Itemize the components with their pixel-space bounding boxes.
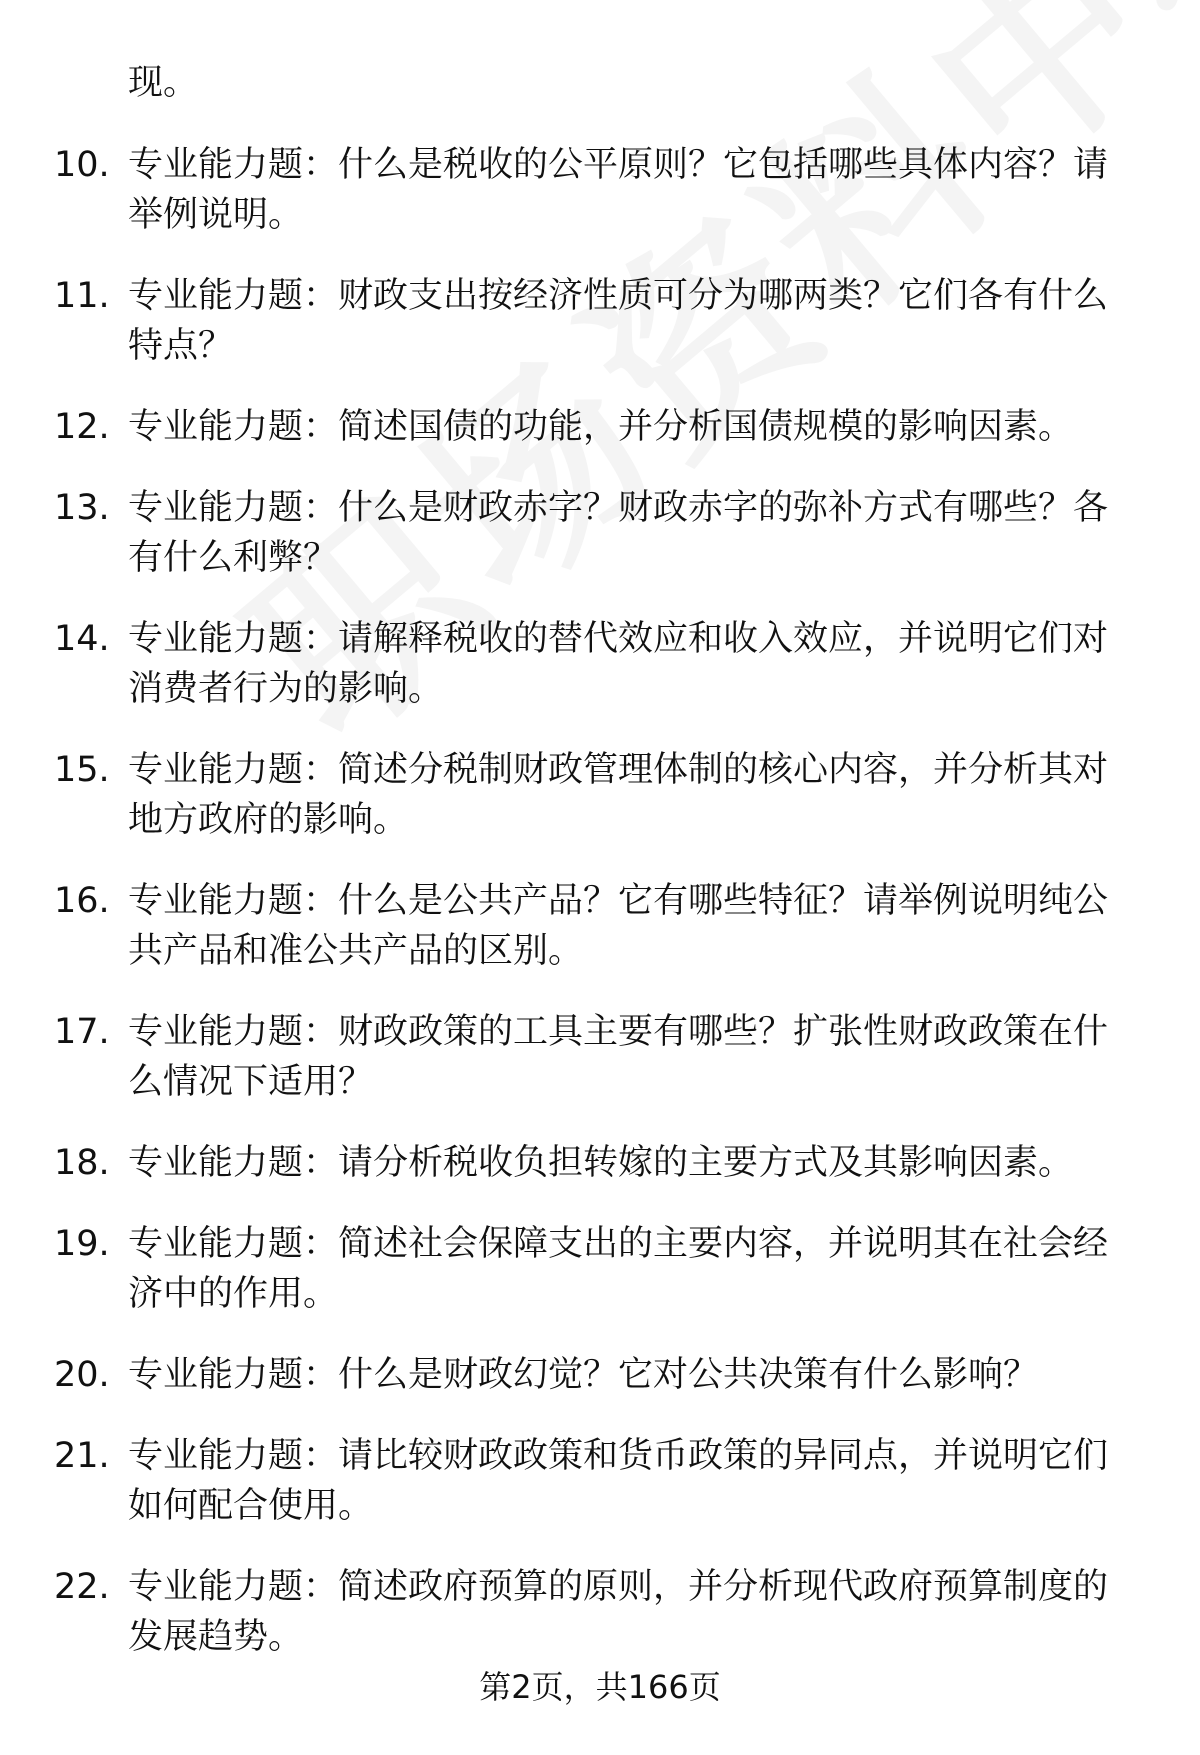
question-list <box>0 140 1200 1693</box>
item-text: 专业能力题：简述政府预算的原则，并分析现代政府预算制度的发展趋势。 <box>128 1567 1109 1657</box>
item-text: 专业能力题：什么是财政赤字？财政赤字的弥补方式有哪些？各有什么利弊？ <box>128 488 1109 578</box>
item-number: 11. <box>54 276 110 316</box>
item-number: 12. <box>54 407 110 447</box>
list-item-19 <box>0 1219 1200 1319</box>
page-footer: 第2页，共166页 <box>479 1668 721 1706</box>
item-text: 专业能力题：简述国债的功能，并分析国债规模的影响因素。 <box>128 407 1074 447</box>
continuation-text: 现。 <box>128 63 199 103</box>
list-item-14 <box>0 614 1200 714</box>
item-text: 专业能力题：什么是税收的公平原则？它包括哪些具体内容？请举例说明。 <box>128 145 1109 235</box>
item-number: 16. <box>54 881 110 921</box>
item-number: 15. <box>54 750 110 790</box>
item-number: 10. <box>54 145 110 185</box>
item-text: 专业能力题：请分析税收负担转嫁的主要方式及其影响因素。 <box>128 1143 1074 1183</box>
list-item-12 <box>0 402 1200 452</box>
item-text: 专业能力题：财政政策的工具主要有哪些？扩张性财政政策在什么情况下适用？ <box>128 1012 1109 1102</box>
item-text: 专业能力题：什么是财政幻觉？它对公共决策有什么影响？ <box>128 1355 1039 1395</box>
list-item-11 <box>0 271 1200 371</box>
item-number: 20. <box>54 1355 110 1395</box>
item-number: 17. <box>54 1012 110 1052</box>
item-number: 13. <box>54 488 110 528</box>
item-number: 14. <box>54 619 110 659</box>
item-text: 专业能力题：什么是公共产品？它有哪些特征？请举例说明纯公共产品和准公共产品的区别。 <box>128 881 1109 971</box>
item-text: 专业能力题：请解释税收的替代效应和收入效应，并说明它们对消费者行为的影响。 <box>128 619 1109 709</box>
item-text: 专业能力题：财政支出按经济性质可分为哪两类？它们各有什么特点？ <box>128 276 1109 366</box>
item-number: 18. <box>54 1143 110 1183</box>
list-item-21 <box>0 1431 1200 1531</box>
item-number: 22. <box>54 1567 110 1607</box>
item-text: 专业能力题：简述社会保障支出的主要内容，并说明其在社会经济中的作用。 <box>128 1224 1109 1314</box>
list-item-10 <box>0 140 1200 240</box>
list-item-20 <box>0 1350 1200 1400</box>
item-text: 专业能力题：简述分税制财政管理体制的核心内容，并分析其对地方政府的影响。 <box>128 750 1109 840</box>
list-item-22 <box>0 1562 1200 1662</box>
list-item-17 <box>0 1007 1200 1107</box>
item-text: 专业能力题：请比较财政政策和货币政策的异同点，并说明它们如何配合使用。 <box>128 1436 1109 1526</box>
list-item-18 <box>0 1138 1200 1188</box>
list-item-13 <box>0 483 1200 583</box>
item-number: 19. <box>54 1224 110 1264</box>
item-number: 21. <box>54 1436 110 1476</box>
list-item-15 <box>0 745 1200 845</box>
list-item-16 <box>0 876 1200 976</box>
